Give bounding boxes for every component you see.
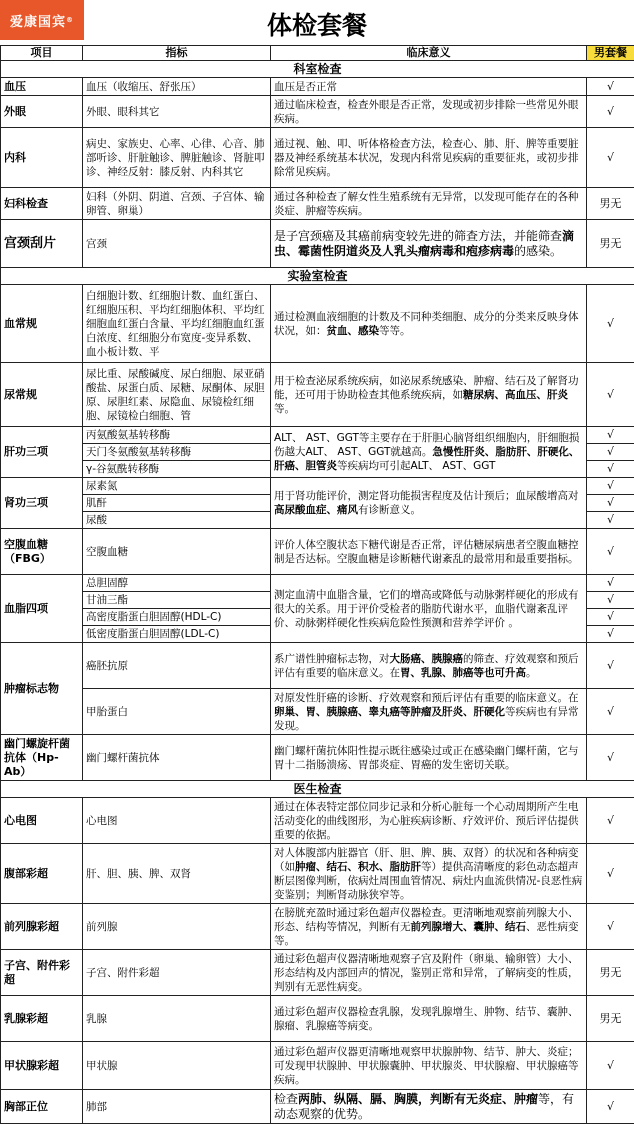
- clinical-highlight: 高尿酸血症、痛风: [274, 504, 358, 516]
- table-row: [1, 529, 634, 575]
- check-mark: √: [587, 689, 634, 735]
- table-row: [1, 689, 634, 735]
- clinical-cell: 通过彩色超声仪器更清晰地观察甲状腺肿物、结节、肿大、炎症；可发现甲状腺肿、甲状腺囊肿、甲状腺炎、甲状腺瘤、甲状腺癌等疾病。: [271, 1042, 587, 1090]
- indicator-cell: 血压（收缩压、舒张压）: [83, 78, 271, 96]
- table-row: [1, 643, 634, 689]
- table-row: [1, 798, 634, 844]
- section-row: [1, 268, 634, 285]
- clinical-cell: 评价人体空腹状态下糖代谢是否正常，评估糖尿病患者空腹血糖控制是否达标。空腹血糖是诊断糖代谢紊乱的最常用和最重要指标。: [271, 529, 587, 575]
- indicator-cell: 宫颈: [83, 220, 271, 268]
- check-mark: √: [587, 427, 634, 444]
- check-mark: √: [587, 844, 634, 904]
- indicator-cell: 甲状腺: [83, 1042, 271, 1090]
- clinical-text: 等。: [274, 403, 295, 415]
- clinical-cell: [271, 844, 587, 904]
- indicator-cell: 肌酐: [83, 495, 271, 512]
- item-cell: 前列腺彩超: [1, 904, 83, 950]
- item-cell: 腹部彩超: [1, 844, 83, 904]
- package-male-none: 男无: [587, 220, 634, 268]
- indicator-cell: 空腹血糖: [83, 529, 271, 575]
- section-title: 医生检查: [1, 781, 634, 798]
- clinical-cell: 通过各种检查了解女性生殖系统有无异常，以发现可能存在的各种炎症、肿瘤等疾病。: [271, 188, 587, 220]
- package-male-none: 男无: [587, 950, 634, 996]
- indicator-cell: 妇科（外阴、阴道、宫颈、子宫体、输卵管、卵巢）: [83, 188, 271, 220]
- clinical-text: 用于检查泌尿系统疾病，如泌尿系统感染、肿瘤、结石及了解肾功能，还可用于协助检查其他系统疾病，如: [274, 375, 579, 401]
- indicator-cell: 外眼、眼科其它: [83, 96, 271, 128]
- clinical-highlight: 急慢性肝炎、脂肪肝、肝硬化、肝癌、胆管炎: [274, 446, 579, 472]
- clinical-cell: [271, 904, 587, 950]
- indicator-cell: 总胆固醇: [83, 575, 271, 592]
- check-mark: √: [587, 609, 634, 626]
- section-title: 实验室检查: [1, 268, 634, 285]
- section-row: [1, 781, 634, 798]
- indicator-cell: 天门冬氨酸氨基转移酶: [83, 444, 271, 461]
- table-row: [1, 575, 634, 592]
- col-header-indicator: 指标: [83, 46, 271, 61]
- clinical-text: 对人体腹部内脏器官（肝、胆、脾、胰、双肾）的状况和各种病变（如: [274, 847, 579, 873]
- clinical-text: 在膀胱充盈时通过彩色超声仪器检查。更清晰地观察前列腺大小、形态、结构等情况，判断有无: [274, 907, 579, 933]
- package-male-none: 男无: [587, 188, 634, 220]
- clinical-text: ALT、 AST、GGT等主要存在于肝胆心脑肾组织细胞内，肝细胞损伤越大ALT、 AST、GGT就越高。: [274, 432, 579, 458]
- check-mark: √: [587, 626, 634, 643]
- clinical-highlight: 肿瘤、结石、积水、脂肪肝: [295, 861, 421, 873]
- clinical-cell: [271, 363, 587, 427]
- indicator-cell: 甲胎蛋白: [83, 689, 271, 735]
- clinical-text: 等）提供高清晰度的彩色动态超声断层图像判断，依病灶周围血管情况、病灶内血流供情况-良恶性病变鉴别；判断肾动脉狭窄等。: [274, 861, 582, 901]
- check-mark: √: [587, 444, 634, 461]
- clinical-text: 有诊断意义。: [358, 504, 421, 516]
- header: [0, 0, 634, 45]
- indicator-cell: 乳腺: [83, 996, 271, 1042]
- clinical-cell: [271, 220, 587, 268]
- table-row: [1, 363, 634, 427]
- clinical-text: 通过检测血液细胞的计数及不同种类细胞、成分的分类来反映身体状况，如：: [274, 311, 579, 337]
- indicator-cell: γ-谷氨酰转移酶: [83, 461, 271, 478]
- item-cell: 幽门螺旋杆菌抗体（Hp-Ab）: [1, 735, 83, 781]
- table-row: [1, 996, 634, 1042]
- table-row: [1, 844, 634, 904]
- check-mark: √: [587, 575, 634, 592]
- clinical-text: 系广谱性肿瘤标志物，对: [274, 653, 390, 665]
- clinical-text: 等等。: [379, 325, 411, 337]
- item-cell: 内科: [1, 128, 83, 188]
- check-mark: √: [587, 461, 634, 478]
- clinical-text: 的筛查、疗效观察和预后评估有重要的临床意义。在: [274, 653, 579, 679]
- check-mark: √: [587, 643, 634, 689]
- check-mark: √: [587, 78, 634, 96]
- indicator-cell: 病史、家族史、心率、心律、心音、肺部听诊、肝脏触诊、脾脏触诊、肾脏叩诊、神经反射：膝反射、内科其它: [83, 128, 271, 188]
- indicator-cell: 肺部: [83, 1090, 271, 1124]
- clinical-highlight: 胃、乳腺、肺癌等也可升高: [400, 667, 526, 679]
- check-mark: √: [587, 478, 634, 495]
- clinical-highlight: 卵巢、胃、胰腺癌、睾丸癌等肿瘤及肝炎、肝硬化: [274, 706, 505, 718]
- table-row: [1, 478, 634, 495]
- section-title: 科室检查: [1, 61, 634, 78]
- check-mark: √: [587, 904, 634, 950]
- table-row: [1, 128, 634, 188]
- item-cell: 乳腺彩超: [1, 996, 83, 1042]
- clinical-text: 。: [526, 667, 537, 679]
- clinical-cell: 幽门螺杆菌抗体阳性提示既往感染过或正在感染幽门螺杆菌，它与胃十二指肠溃疡、胃部炎症、胃癌的发生密切关联。: [271, 735, 587, 781]
- indicator-cell: 尿素氮: [83, 478, 271, 495]
- clinical-cell: [271, 1090, 587, 1124]
- check-mark: √: [587, 96, 634, 128]
- indicator-cell: 前列腺: [83, 904, 271, 950]
- table-row: [1, 220, 634, 268]
- check-mark: √: [587, 363, 634, 427]
- clinical-cell: 通过视、触、叩、听体格检查方法，检查心、肺、肝、脾等重要脏器及神经系统基本状况，发现内科常见疾病的重要征兆，或初步排除常见疾病。: [271, 128, 587, 188]
- indicator-cell: 白细胞计数、红细胞计数、血红蛋白、红细胞压积、平均红细胞体积、平均红细胞血红蛋白含量、平均红细胞血红蛋白浓度、红细胞分布宽度-变异系数、血小板计数、平: [83, 285, 271, 363]
- clinical-cell: 通过临床检查，检查外眼是否正常，发现或初步排除一些常见外眼疾病。: [271, 96, 587, 128]
- item-cell: 心电图: [1, 798, 83, 844]
- item-cell: 肿瘤标志物: [1, 643, 83, 735]
- table-row: [1, 96, 634, 128]
- clinical-highlight: 两肺、纵隔、膈、胸膜，判断有无炎症、肿瘤: [298, 1092, 538, 1106]
- table-row: [1, 735, 634, 781]
- item-cell: 血脂四项: [1, 575, 83, 643]
- checkup-table: [0, 45, 634, 1124]
- item-cell: 妇科检查: [1, 188, 83, 220]
- check-mark: √: [587, 529, 634, 575]
- table-row: [1, 950, 634, 996]
- indicator-cell: 子宫、附件彩超: [83, 950, 271, 996]
- clinical-cell: [271, 643, 587, 689]
- item-cell: 甲状腺彩超: [1, 1042, 83, 1090]
- check-mark: √: [587, 592, 634, 609]
- table-row: [1, 427, 634, 444]
- clinical-text: 等疾病均可引起ALT、 AST、GGT: [337, 460, 495, 472]
- table-row: [1, 1042, 634, 1090]
- indicator-cell: 高密度脂蛋白胆固醇(HDL-C): [83, 609, 271, 626]
- clinical-highlight: 大肠癌、胰腺癌: [390, 653, 464, 665]
- clinical-text: 对原发性肝癌的诊断、疗效观察和预后评估有重要的临床意义。在: [274, 692, 579, 704]
- table-row: [1, 78, 634, 96]
- clinical-text: 的感染。: [514, 244, 562, 258]
- header-row: [1, 46, 634, 61]
- item-cell: 外眼: [1, 96, 83, 128]
- clinical-text: 检查: [274, 1092, 298, 1106]
- clinical-cell: 通过彩色超声仪器检查乳腺，发现乳腺增生、肿物、结节、囊肿、腺瘤、乳腺癌等病变。: [271, 996, 587, 1042]
- clinical-highlight: 前列腺增大、囊肿、结石: [411, 921, 527, 933]
- clinical-text: 等疾病也有异常发现。: [274, 706, 579, 732]
- clinical-cell: [271, 427, 587, 478]
- package-male-none: 男无: [587, 996, 634, 1042]
- clinical-highlight: 贫血、感染: [327, 325, 380, 337]
- indicator-cell: 甘油三酯: [83, 592, 271, 609]
- clinical-highlight: 滴虫、霉菌性阴道炎及人乳头瘤病毒和疱疹病毒: [274, 229, 574, 258]
- clinical-cell: 测定血清中血脂含量，它们的增高或降低与动脉粥样硬化的形成有很大的关系。用于评价受检者的脂肪代谢水平，血脂代谢紊乱评价、动脉粥样硬化性疾病危险性预测和营养学评价 。: [271, 575, 587, 643]
- check-mark: √: [587, 735, 634, 781]
- clinical-cell: 血压是否正常: [271, 78, 587, 96]
- clinical-highlight: 糖尿病、高血压、肝炎: [463, 389, 568, 401]
- clinical-cell: [271, 285, 587, 363]
- indicator-cell: 尿比重、尿酸碱度、尿白细胞、尿亚硝酸盐、尿蛋白质、尿糖、尿酮体、尿胆原、尿胆红素、尿隐血、尿镜检红细胞、尿镜检白细胞、管: [83, 363, 271, 427]
- table-row: [1, 188, 634, 220]
- check-mark: √: [587, 495, 634, 512]
- col-header-clinical: 临床意义: [271, 46, 587, 61]
- indicator-cell: 丙氨酸氨基转移酶: [83, 427, 271, 444]
- table-row: [1, 904, 634, 950]
- item-cell: 尿常规: [1, 363, 83, 427]
- section-row: [1, 61, 634, 78]
- indicator-cell: 尿酸: [83, 512, 271, 529]
- item-cell: 肾功三项: [1, 478, 83, 529]
- clinical-cell: 通过彩色超声仪器清晰地观察子宫及附件（卵巢、输卵管）大小、形态结构及内部回声的情况，鉴别正常和异常，了解病变的性质，判别有无恶性病变。: [271, 950, 587, 996]
- col-header-package: 男套餐: [587, 46, 634, 61]
- col-header-item: 项目: [1, 46, 83, 61]
- clinical-text: 用于肾功能评价，测定肾功能损害程度及估计预后；血尿酸增高对: [274, 490, 579, 502]
- check-mark: √: [587, 512, 634, 529]
- clinical-cell: [271, 478, 587, 529]
- check-mark: √: [587, 1042, 634, 1090]
- item-cell: 胸部正位: [1, 1090, 83, 1124]
- table-row: [1, 285, 634, 363]
- item-cell: 空腹血糖（FBG）: [1, 529, 83, 575]
- page-title: 体检套餐: [0, 6, 634, 42]
- indicator-cell: 幽门螺杆菌抗体: [83, 735, 271, 781]
- item-cell: 血常规: [1, 285, 83, 363]
- logo-text: 爱康国宾: [10, 11, 66, 30]
- clinical-text: 等，有动态观察的优势。: [274, 1092, 574, 1121]
- clinical-text: 、恶性病变等。: [274, 921, 579, 947]
- table-row: [1, 1090, 634, 1124]
- check-mark: √: [587, 285, 634, 363]
- clinical-cell: 通过在体表特定部位同步记录和分析心脏每一个心动周期所产生电活动变化的曲线图形，为心脏疾病诊断、疗效评价、预后评估提供重要的依据。: [271, 798, 587, 844]
- clinical-cell: [271, 689, 587, 735]
- item-cell: 宫颈刮片: [1, 220, 83, 268]
- item-cell: 子宫、附件彩超: [1, 950, 83, 996]
- indicator-cell: 癌胚抗原: [83, 643, 271, 689]
- check-mark: √: [587, 1090, 634, 1124]
- check-mark: √: [587, 798, 634, 844]
- logo-trademark: ®: [66, 16, 74, 24]
- indicator-cell: 心电图: [83, 798, 271, 844]
- item-cell: 肝功三项: [1, 427, 83, 478]
- check-mark: √: [587, 128, 634, 188]
- indicator-cell: 肝、胆、胰、脾、双肾: [83, 844, 271, 904]
- clinical-text: 是子宫颈癌及其癌前病变较先进的筛查方法，并能筛查: [274, 229, 562, 243]
- item-cell: 血压: [1, 78, 83, 96]
- indicator-cell: 低密度脂蛋白胆固醇(LDL-C): [83, 626, 271, 643]
